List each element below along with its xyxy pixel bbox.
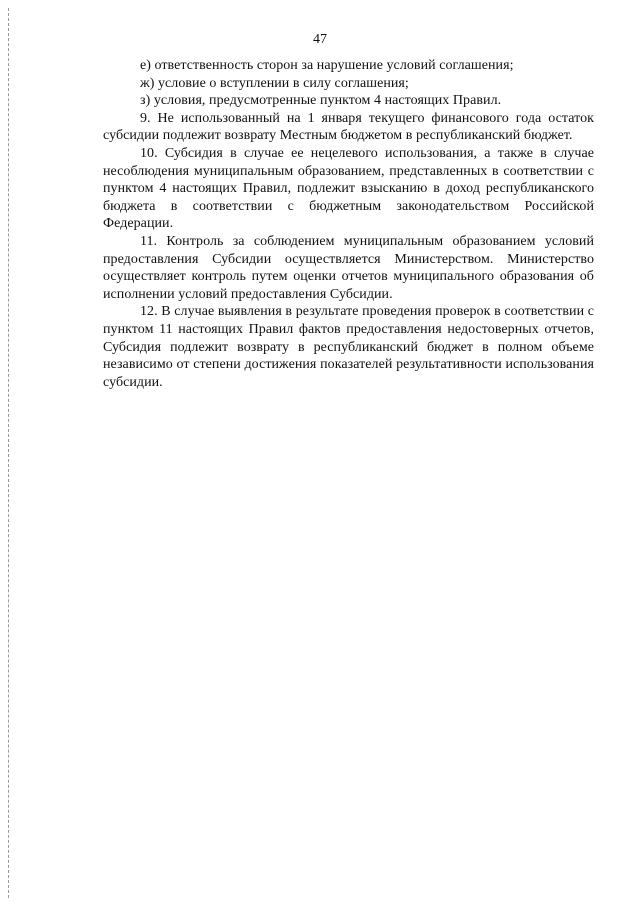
page-number: 47 [313,32,327,47]
paragraph-10: 10. Субсидия в случае ее нецелевого использования, а также в случае несоблюдения муниципальным образованием, представленных в соответствии с пунктом 4 настоящих Правил, подлежит взысканию в доход республиканского бюджета в соответствии с бюджетным законодательством Российской Федерации. [103,145,594,232]
list-item-e: е) ответственность сторон за нарушение условий соглашения; [140,58,514,73]
document-body [103,57,594,391]
list-item-z: з) условия, предусмотренные пунктом 4 настоящих Правил. [140,93,502,109]
paragraph-11: 11. Контроль за соблюдением муниципальным образованием условий предоставления Субсидии осуществляется Министерством. Министерство осуществляет контроль путем оценки отчетов муниципального образования об исполнении условий предоставления Субсидии. [103,233,594,302]
list-item-zh: ж) условие о вступлении в силу соглашения; [140,75,409,91]
paragraph-9: 9. Не использованный на 1 января текущего финансового года остаток субсидии подлежит возврату Местным бюджетом в республиканский бюджет. [103,110,594,144]
paragraph-12: 12. В случае выявления в результате проведения проверок в соответствии с пунктом 11 настоящих Правил фактов предоставления недостоверных отчетов, Субсидия подлежит возврату в республиканский бюджет в полном объеме независимо от степени достижения показателей результативности использования субсидии. [103,304,594,390]
binding-margin-line [8,8,9,898]
